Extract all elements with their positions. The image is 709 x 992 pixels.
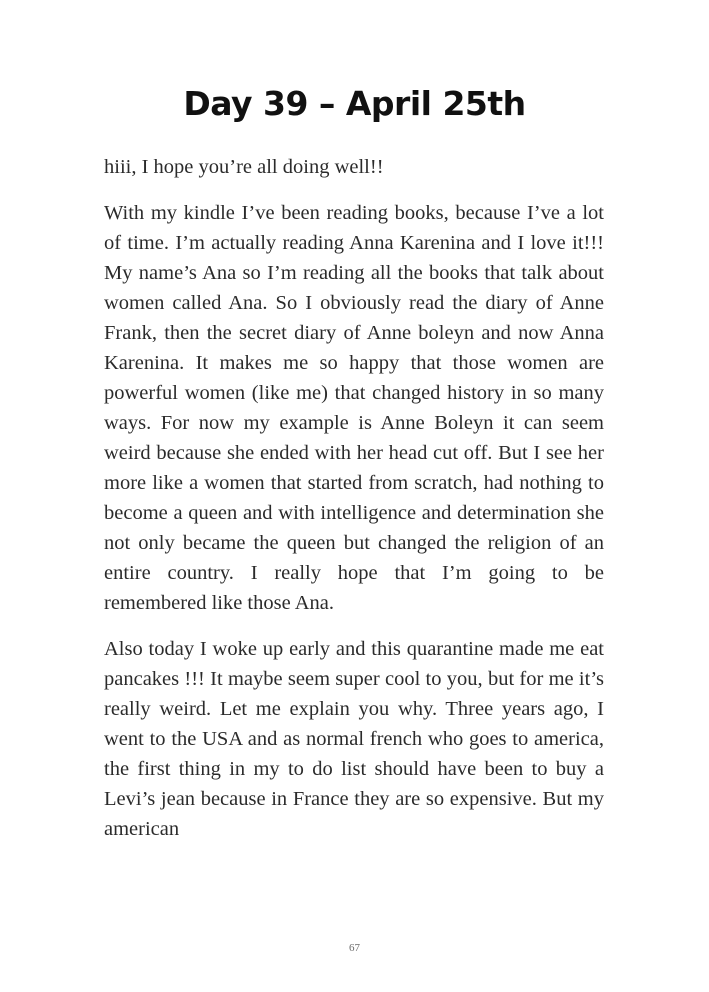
page-title: Day 39 – April 25th — [183, 84, 526, 123]
body-text — [104, 152, 604, 860]
paragraph-pancakes: Also today I woke up early and this quarantine made me eat pancakes !!! It maybe seem super cool to you, but for me it’s really weird. Let me explain you why. Three years ago, I went to the USA and as normal french who goes to america, the first thing in my to do list should have been to buy a Levi’s jean because in France they are so expensive. But my american — [104, 638, 604, 840]
paragraph-greeting: hiii, I hope you’re all doing well!! — [104, 156, 384, 178]
page-number: 67 — [349, 942, 360, 954]
paragraph-reading: With my kindle I’ve been reading books, because I’ve a lot of time. I’m actually reading Anna Karenina and I love it!!! My name’s Ana so I’m reading all the books that talk about women called Ana. So I obviously read the diary of Anne Frank, then the secret diary of Anne boleyn and now Anna Karenina. It makes me so happy that those women are powerful women (like me) that changed history in so many ways. For now my example is Anne Boleyn it can seem weird because she ended with her head cut off. But I see her more like a women that started from scratch, had nothing to become a queen and with intelligence and determination she not only became the queen but changed the religion of an entire country. I really hope that I’m going to be remembered like those Ana. — [104, 202, 604, 614]
